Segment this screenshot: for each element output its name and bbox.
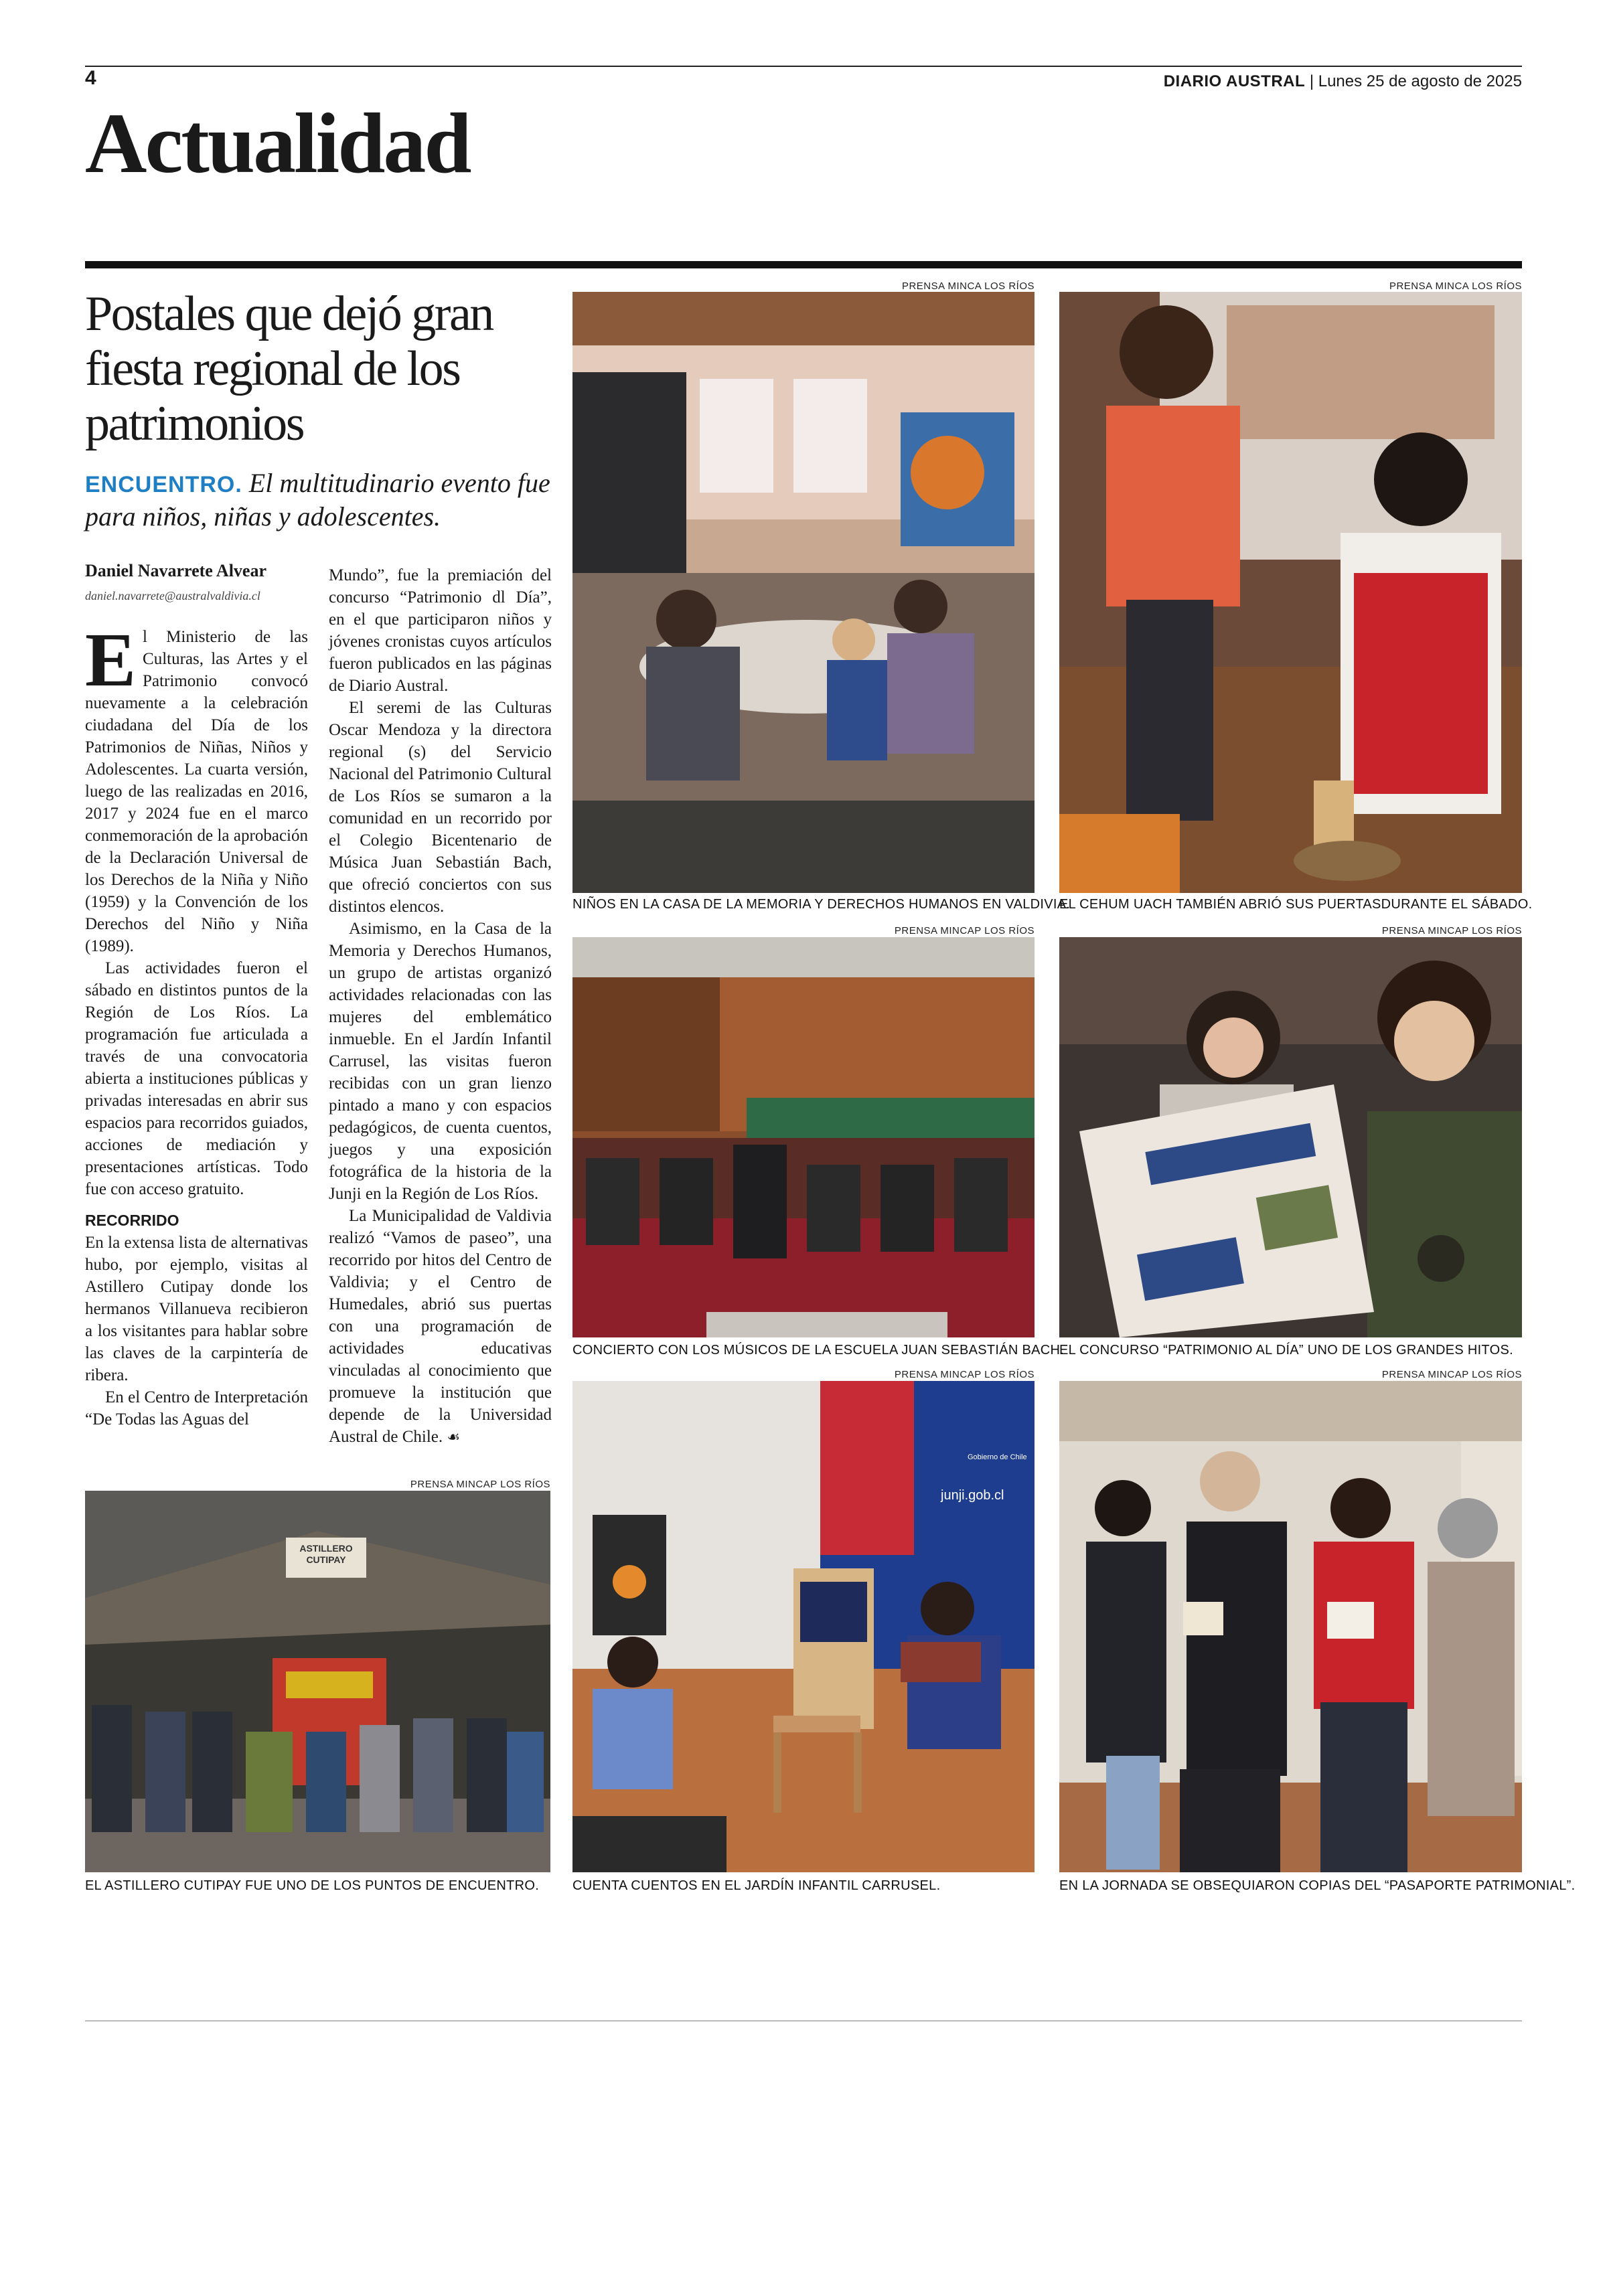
masthead — [1164, 72, 1522, 91]
photo-cuenta-cuentos — [572, 1381, 1035, 1872]
photo-caption: NIÑOS EN LA CASA DE LA MEMORIA Y DERECHOS HUMANOS EN VALDIVIA. — [572, 897, 1071, 912]
photo-credit: PRENSA MINCAP LOS RÍOS — [1381, 1369, 1522, 1380]
paragraph: Mundo”, fue la premiación del concurso “Patrimonio dl Día”, en el que participaron niños y jóvenes cronistas cuyos artículos fueron publicados en las páginas de Diario Austral. — [329, 566, 552, 695]
top-rule — [85, 66, 1522, 67]
photo-credit: PRENSA MINCA LOS RÍOS — [1389, 280, 1522, 292]
photo-credit: PRENSA MINCA LOS RÍOS — [901, 280, 1035, 292]
photo-caption: EN LA JORNADA SE OBSEQUIARON COPIAS DEL “PASAPORTE PATRIMONIAL”. — [1059, 1878, 1576, 1893]
photo-concierto — [572, 937, 1035, 1337]
banner-small-text: Gobierno de Chile — [968, 1453, 1027, 1461]
paragraph: Asimismo, en la Casa de la Memoria y Derechos Humanos, un grupo de artistas organizó actividades relacionadas con las mujeres del emblemático inmueble. En el Jardín Infantil Carrusel, las visitas fueron recibidas con un gran lienzo pintado a mano y con espacios pedagógicos, de cuenta cuentos, juegos y una exposición fotográfica de la historia de la Junji en la Región de Los Ríos. — [329, 920, 552, 1203]
paper-name: DIARIO AUSTRAL — [1163, 72, 1306, 90]
paragraph: En el Centro de Interpretación “De Todas las Aguas del — [85, 1388, 308, 1428]
issue-date: Lunes 25 de agosto de 2025 — [1318, 72, 1522, 90]
deck-kicker: ENCUENTRO. — [85, 472, 242, 497]
photo-concurso — [1059, 937, 1522, 1337]
photo-cehum-uach — [1059, 292, 1522, 893]
photo-credit: PRENSA MINCAP LOS RÍOS — [1381, 925, 1522, 936]
subhead: RECORRIDO — [85, 1212, 179, 1229]
paragraph: En la extensa lista de alternativas hubo, por ejemplo, visitas al Astillero Cutipay donde los hermanos Villanueva recibieron a los visitantes para hablar sobre las claves de la carpintería de ribera. — [85, 1234, 308, 1384]
photo-caption: EL CEHUM UACH TAMBIÉN ABRIÓ SUS PUERTASDURANTE EL SÁBADO. — [1059, 897, 1533, 912]
paragraph: La Municipalidad de Valdivia realizó “Vamos de paseo”, una recorrido por hitos del Centro de Valdivia; y el Centro de Humedales, abrió sus puertas con una programación de actividades educativas vinculadas al conocimiento que promueve la institución que depende de la Universidad Austral de Chile. — [329, 1207, 552, 1446]
photo-casa-memoria — [572, 292, 1035, 893]
paragraph: Las actividades fueron el sábado en distintos puntos de la Región de Los Ríos. La programación fue articulada a través de una convocatoria abierta a instituciones públicas y privadas interesadas en abrir sus espacios para recorridos guiados, acciones de mediación y presentaciones artísticas. Todo fue con acceso gratuito. — [85, 959, 308, 1198]
bottom-rule — [85, 2020, 1522, 2022]
photo-caption: CUENTA CUENTOS EN EL JARDÍN INFANTIL CARRUSEL. — [572, 1878, 941, 1893]
author-email: daniel.navarrete@australvaldivia.cl — [85, 589, 260, 602]
photo-credit: PRENSA MINCAP LOS RÍOS — [894, 925, 1035, 936]
photo-pasaporte — [1059, 1381, 1522, 1872]
drop-cap: E — [85, 617, 137, 702]
photo-credit: PRENSA MINCAP LOS RÍOS — [894, 1369, 1035, 1380]
paragraph: El seremi de las Culturas Oscar Mendoza y la directora regional (s) del Servicio Nacional del Patrimonio Cultural de Los Ríos se sumaron a la comunidad en un recorrido por el Colegio Bicentenario de Música Juan Sebastián Bach, que ofreció conciertos con sus distintos elencos. — [329, 699, 552, 916]
article-column-1 — [85, 617, 308, 1430]
byline: Daniel Navarrete Alvear — [85, 561, 266, 580]
photo-caption: CONCIERTO CON LOS MÚSICOS DE LA ESCUELA JUAN SEBASTIÁN BACH. — [572, 1343, 1065, 1358]
masthead-separator: | — [1309, 72, 1314, 90]
photo-caption: EL CONCURSO “PATRIMONIO AL DÍA” UNO DE LOS GRANDES HITOS. — [1059, 1343, 1513, 1358]
junji-banner-text: junji.gob.cl — [941, 1488, 1004, 1503]
section-title: Actualidad — [85, 96, 470, 191]
end-mark: ☙ — [447, 1429, 461, 1446]
article-headline: Postales que dejó gran fiesta regional de los patrimonios — [85, 286, 493, 451]
section-rule — [85, 261, 1522, 268]
photo-astillero-cutipay — [85, 1491, 550, 1872]
photo-caption: EL ASTILLERO CUTIPAY FUE UNO DE LOS PUNTOS DE ENCUENTRO. — [85, 1878, 540, 1893]
photo-credit: PRENSA MINCAP LOS RÍOS — [410, 1479, 550, 1490]
paragraph: l Ministerio de las Culturas, las Artes y el Patrimonio convocó nuevamente a la celebración ciudadana del Día de los Patrimonios de Niñas, Niños y Adolescentes. La cuarta versión, luego de las realizadas en 2016, 2017 y 2024 fue en el marco conmemoración de la aprobación de la Declaración Universal de los Derechos de la Niña y Niño (1959) y la Convención de los Derechos del Niño y Niña (1989). — [85, 628, 308, 955]
article-deck — [85, 467, 554, 533]
page-number: 4 — [85, 67, 96, 89]
astillero-sign: ASTILLERO CUTIPAY — [299, 1543, 353, 1565]
deck-text: El multitudinario evento fue para niños, niñas y adolescentes. — [85, 468, 550, 531]
article-column-2 — [329, 564, 552, 1449]
